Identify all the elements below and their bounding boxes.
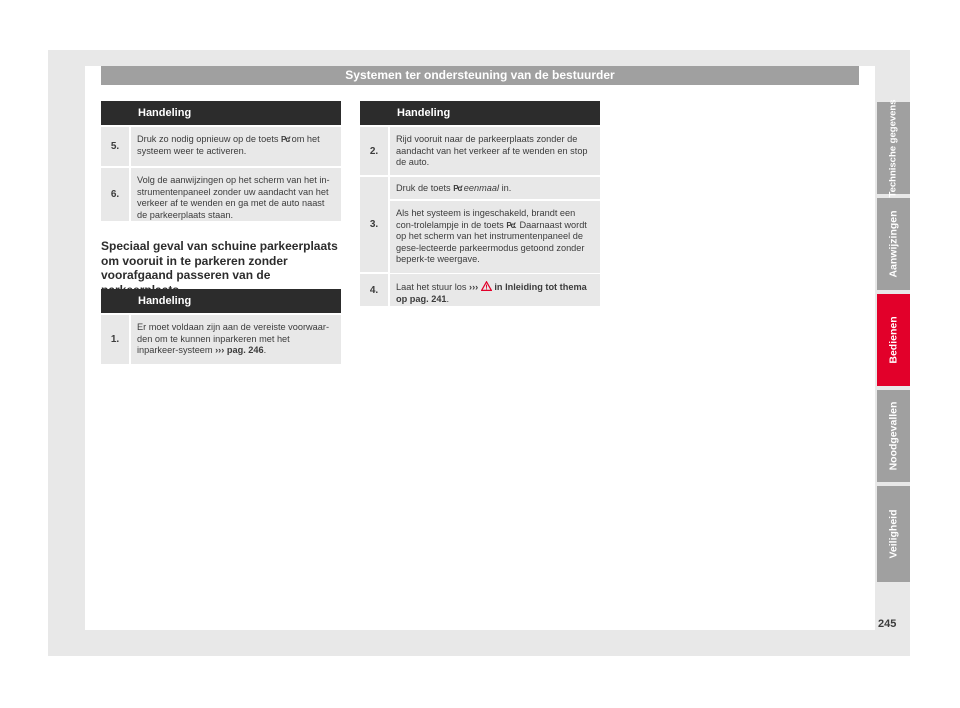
warning-triangle-icon xyxy=(481,281,492,291)
tab-label: Noodgevallen xyxy=(887,401,900,471)
tab-bedienen[interactable] xyxy=(877,294,910,386)
row-text-b: . xyxy=(263,345,267,356)
row-text: Rijd vooruit naar de parkeerplaats zonder de aandacht van het verkeer af te wenden en stop de auto. xyxy=(388,127,600,175)
table-header-label: Handeling xyxy=(129,101,341,125)
row-text xyxy=(129,315,341,364)
table-row xyxy=(360,175,600,272)
tab-label: Bedienen xyxy=(887,316,900,364)
row-number: 4. xyxy=(360,274,388,306)
table-header-label: Handeling xyxy=(388,101,600,125)
table-header xyxy=(360,101,600,125)
row-subtext xyxy=(390,177,600,199)
tab-label: Technische gegevens xyxy=(888,98,899,198)
park-assist-icon: Pʛ xyxy=(453,184,462,193)
table-row xyxy=(360,125,600,175)
row-number: 5. xyxy=(101,127,129,166)
row-number: 1. xyxy=(101,315,129,364)
tab-noodgevallen[interactable] xyxy=(877,390,910,482)
row-text-b: in. xyxy=(499,183,512,193)
table-row xyxy=(101,166,341,221)
row-text-b: . xyxy=(446,293,450,304)
table-steps-1 xyxy=(101,101,341,221)
row-text xyxy=(129,127,341,166)
row-subtext xyxy=(390,199,600,273)
link-arrows[interactable]: ››› xyxy=(469,282,479,292)
table-header-num xyxy=(101,289,129,313)
row-subcells xyxy=(388,177,600,272)
row-number: 6. xyxy=(101,168,129,221)
table-header-label: Handeling xyxy=(129,289,341,313)
tab-label: Veiligheid xyxy=(887,509,900,559)
table-header-num xyxy=(101,101,129,125)
table-steps-2 xyxy=(101,289,341,364)
table-header xyxy=(101,101,341,125)
page-link[interactable]: in Inleiding tot thema op pag. 241 xyxy=(396,282,587,304)
tab-technische-gegevens[interactable] xyxy=(877,98,910,198)
table-row xyxy=(360,272,600,306)
row-text-a: Laat het stuur los xyxy=(396,282,470,292)
page-number: 245 xyxy=(878,618,897,630)
tab-aanwijzingen[interactable] xyxy=(877,198,910,290)
page-header: Systemen ter ondersteuning van de bestuurder xyxy=(101,66,859,85)
tab-veiligheid[interactable] xyxy=(877,486,910,582)
park-assist-icon: Pʛ xyxy=(281,135,290,144)
row-text-b: om het systeem weer te activeren. xyxy=(137,134,320,156)
tab-label: Aanwijzingen xyxy=(887,210,900,278)
park-assist-icon: Pʛ xyxy=(506,220,515,230)
row-text xyxy=(388,274,600,306)
row-text-a: Druk zo nodig opnieuw op de toets xyxy=(137,134,282,144)
table-header xyxy=(101,289,341,313)
row-text-b: . Daarnaast wordt op het scherm van het instrumentenpaneel de gese-lecteerde parkeermodus getoond zonder beperk-te weergave. xyxy=(396,219,587,265)
row-text-a: Druk de toets xyxy=(396,183,454,193)
row-number: 2. xyxy=(360,127,388,175)
table-row xyxy=(101,125,341,166)
row-text: Volg de aanwijzingen op het scherm van het in-strumentenpaneel zonder uw aandacht van het verkeer af te wenden en ga met de auto naast de parkeerplaats staan. xyxy=(129,168,341,221)
row-text-a: Er moet voldaan zijn aan de vereiste voorwaar-den om te kunnen inparkeren met het inparkeer-systeem xyxy=(137,322,330,356)
emphasis-text: eenmaal xyxy=(463,183,500,193)
row-number: 3. xyxy=(360,177,388,272)
table-header-num xyxy=(360,101,388,125)
section-heading: Speciaal geval van schuine parkeerplaats om vooruit in te parkeren zonder voorafgaand passeren van de xyxy=(101,239,338,282)
row-text-a: Als het systeem is ingeschakeld, brandt een con-trolelampje in de toets xyxy=(396,208,576,230)
page-link[interactable]: ››› pag. 246 xyxy=(215,345,264,356)
table-steps-3 xyxy=(360,101,600,306)
table-row xyxy=(101,313,341,364)
